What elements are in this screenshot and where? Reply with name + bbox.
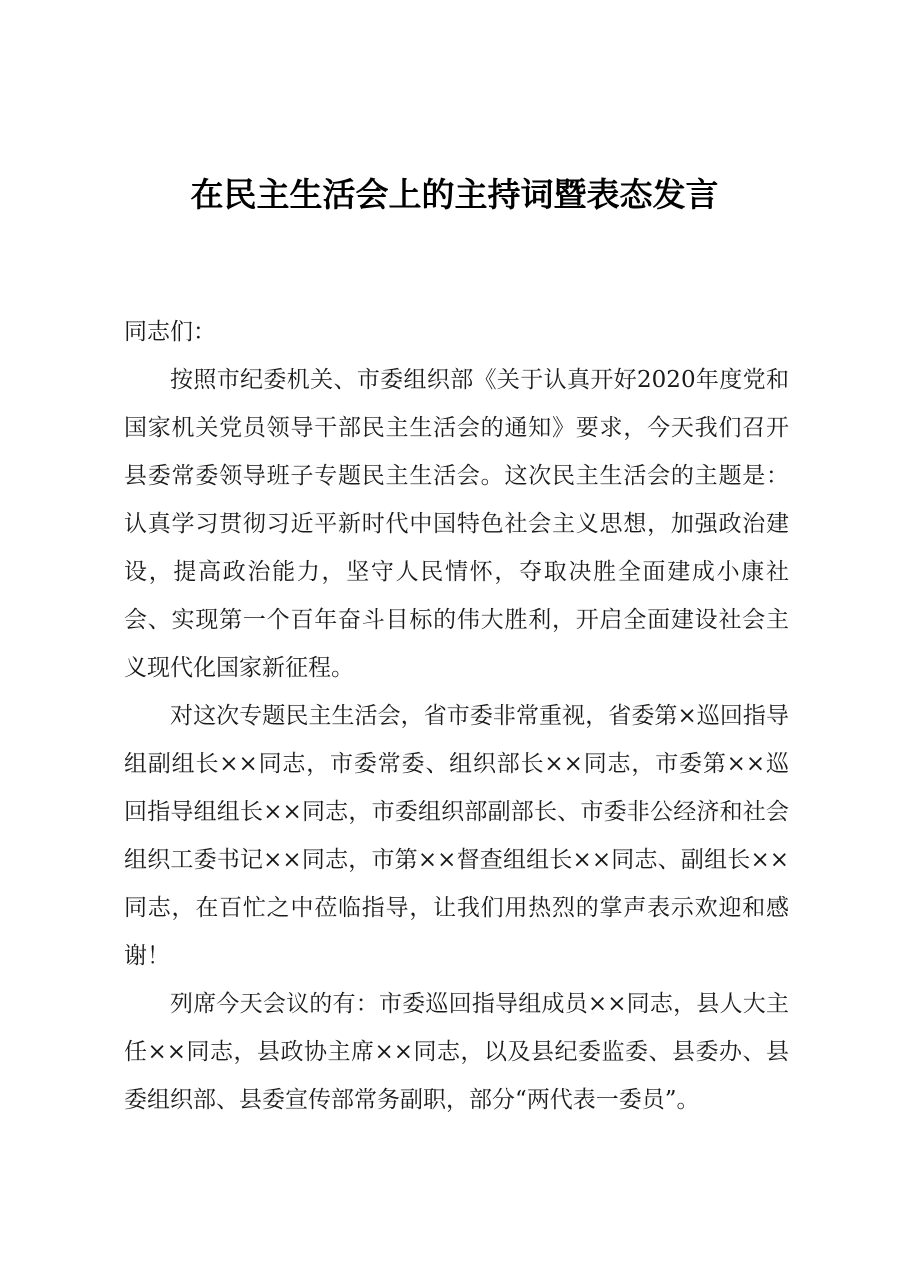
document-body [124,308,789,1124]
paragraph-2: 对这次专题民主生活会，省市委非常重视，省委第×巡回指导组副组长××同志，市委常委、组织部长××同志，市委第××巡回指导组组长××同志，市委组织部副部长、市委非公经济和社会组织工委书记××同志，市第××督查组组长××同志、副组长××同志，在百忙之中莅临指导，让我们用热烈的掌声表示欢迎和感谢！ [124,703,789,969]
document-title: 在民主生活会上的主持词暨表态发言 [190,175,719,214]
salutation: 同志们： [124,319,216,345]
paragraph-1: 按照市纪委机关、市委组织部《关于认真开好2020年度党和国家机关党员领导干部民主生活会的通知》要求，今天我们召开县委常委领导班子专题民主生活会。这次民主生活会的主题是：认真学习贯彻习近平新时代中国特色社会主义思想，加强政治建设，提高政治能力，坚守人民情怀，夺取决胜全面建成小康社会、实现第一个百年奋斗目标的伟大胜利，开启全面建设社会主义现代化国家新征程。 [124,367,789,681]
paragraph-3: 列席今天会议的有：市委巡回指导组成员××同志，县人大主任××同志，县政协主席××同志，以及县纪委监委、县委办、县委组织部、县委宣传部常务副职，部分“两代表一委员”。 [124,991,789,1113]
